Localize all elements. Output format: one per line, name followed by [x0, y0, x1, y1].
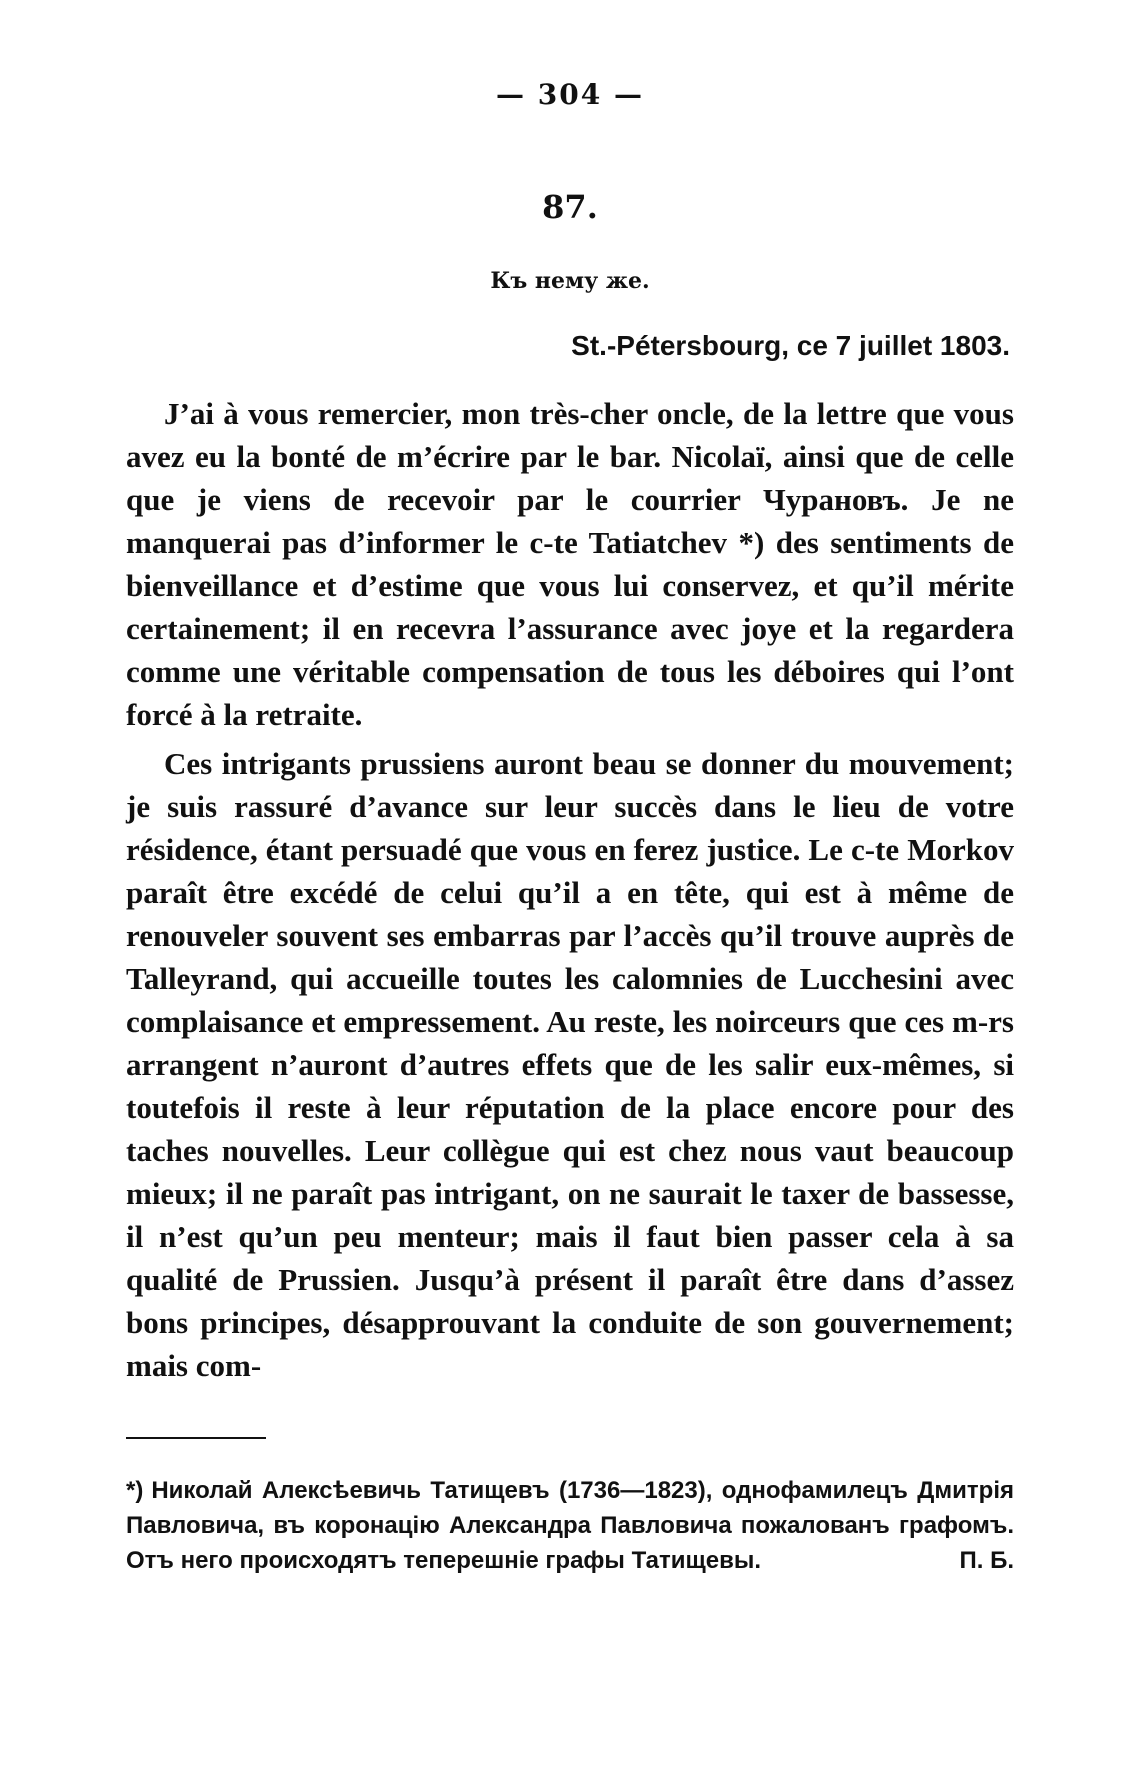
letter-paragraph: Ces intrigants prussiens auront beau se donner du mouvement; je suis rassuré d’avance sur leur succès dans le lieu de votre résidence, étant persuadé que vous en ferez justice. Le c-te Morkov paraît être excédé de celui qu’il a en tête, qui est à même de renouveler souvent ses embarras par l’accès qu’il trouve auprès de Talleyrand, qui accueille toutes les calomnies de Lucchesini avec complaisance et empressement. Au reste, les noirceurs que ces m-rs arrangent n’auront d’autres effets que de les salir eux-mêmes, si toutefois il reste à leur réputation de la place encore pour des taches nouvelles. Leur collègue qui est chez nous vaut beaucoup mieux; il ne paraît pas intrigant, on ne saurait le taxer de bassesse, il n’est qu’un peu menteur; mais il faut bien passer cela à sa qualité de Prussien. Jusqu’à présent il paraît être dans d’assez bons principes, désapprouvant la conduite de son gouvernement; mais com- — [126, 746, 1014, 1383]
footnote-signature: П. Б. — [959, 1547, 1014, 1574]
letter-recipient: Къ нему же. — [490, 268, 650, 294]
letter-paragraph: J’ai à vous remercier, mon très-cher oncle, de la lettre que vous avez eu la bonté de m’écrire par le bar. Nicolaï, ainsi que de celle que je viens de recevoir par le courrier Чурановъ. Je ne manquerai pas d’informer le c-te Tatiatchev *) des sentiments de bienveillance et d’estime que vous lui conservez, et qu’il mérite certainement; il en recevra l’assurance avec joye et la regardera comme une véritable compensation de tous les déboires qui l’ont forcé à la retraite. — [126, 396, 1014, 732]
letter-number: 87. — [542, 188, 598, 226]
letter-body — [126, 392, 1014, 1387]
footnote — [126, 1473, 1014, 1578]
letter-place-date: St.-Pétersbourg, ce 7 juillet 1803. — [571, 330, 1010, 361]
footnote-divider — [126, 1437, 266, 1439]
footnote-text: Николай Алексѣевичь Татищевъ (1736—1823), однофамилецъ Дмитрія Павловича, въ коронацію Александра Павловича пожалованъ графомъ. Отъ него происходятъ теперешніе графы Татищевы. — [126, 1477, 1014, 1574]
footnote-marker: *) — [126, 1477, 144, 1504]
page-number: — 304 — — [496, 78, 644, 111]
